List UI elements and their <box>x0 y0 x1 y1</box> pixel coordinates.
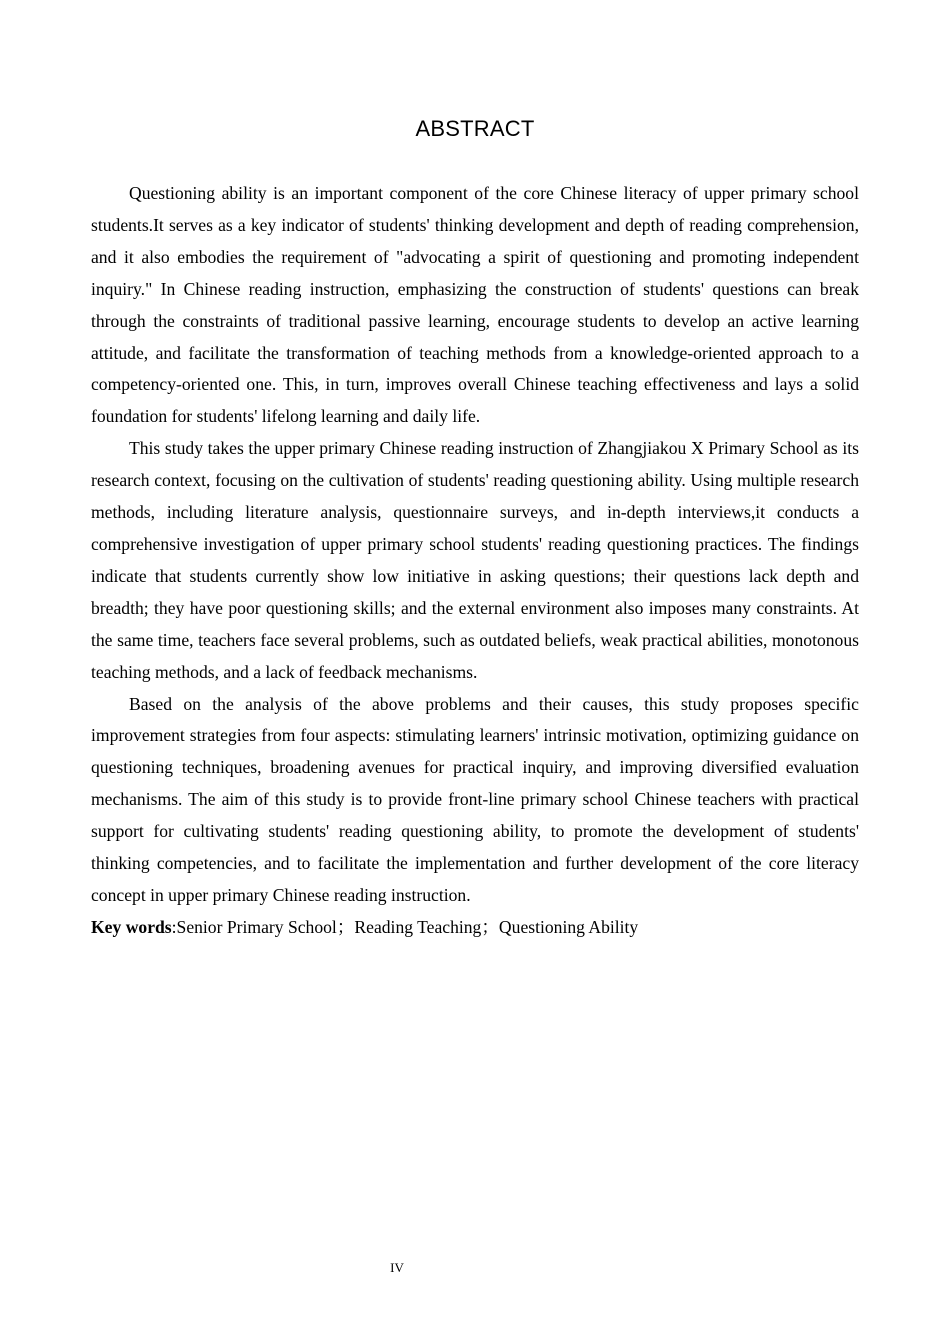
abstract-paragraph-3: Based on the analysis of the above problems and their causes, this study proposes specific improvement strategies from four aspects: stimulating learners' intrinsic motivation, optimizing guidance on questioning techniques, broadening avenues for practical inquiry, and improving diversified evaluation mechanisms. The aim of this study is to provide front-line primary school Chinese teachers with practical support for cultivating students' reading questioning ability, to promote the development of students' thinking competencies, and to facilitate the implementation and further development of the core literacy concept in upper primary Chinese reading instruction. <box>91 693 859 905</box>
page-number: IV <box>390 1260 404 1275</box>
keywords-label: Key words <box>91 916 172 937</box>
abstract-paragraph-2: This study takes the upper primary Chinese reading instruction of Zhangjiakou X Primary School as its research context, focusing on the cultivation of students' reading questioning ability. Using multiple research methods, including literature analysis, questionnaire surveys, and in-depth interviews,it conducts a comprehensive investigation of upper primary school students' reading questioning practices. The findings indicate that students currently show low initiative in asking questions; their questions lack depth and breadth; they have poor questioning skills; and the external environment also imposes many constraints. At the same time, teachers face several problems, such as outdated beliefs, weak practical abilities, monotonous teaching methods, and a lack of feedback mechanisms. <box>91 438 859 682</box>
abstract-title: ABSTRACT <box>415 116 535 141</box>
keywords-line <box>91 912 859 944</box>
abstract-body <box>91 178 859 944</box>
abstract-paragraph-1: Questioning ability is an important component of the core Chinese literacy of upper primary school students.It serves as a key indicator of students' thinking development and depth of reading comprehension, and it also embodies the requirement of "advocating a spirit of questioning and promoting independent inquiry." In Chinese reading instruction, emphasizing the construction of students' questions can break through the constraints of traditional passive learning, encourage students to develop an active learning attitude, and facilitate the transformation of teaching methods from a knowledge-oriented approach to a competency-oriented one. This, in turn, improves overall Chinese teaching effectiveness and lays a solid foundation for students' lifelong learning and daily life. <box>91 183 859 427</box>
keywords-text: :Senior Primary School；Reading Teaching；Questioning Ability <box>171 916 639 937</box>
